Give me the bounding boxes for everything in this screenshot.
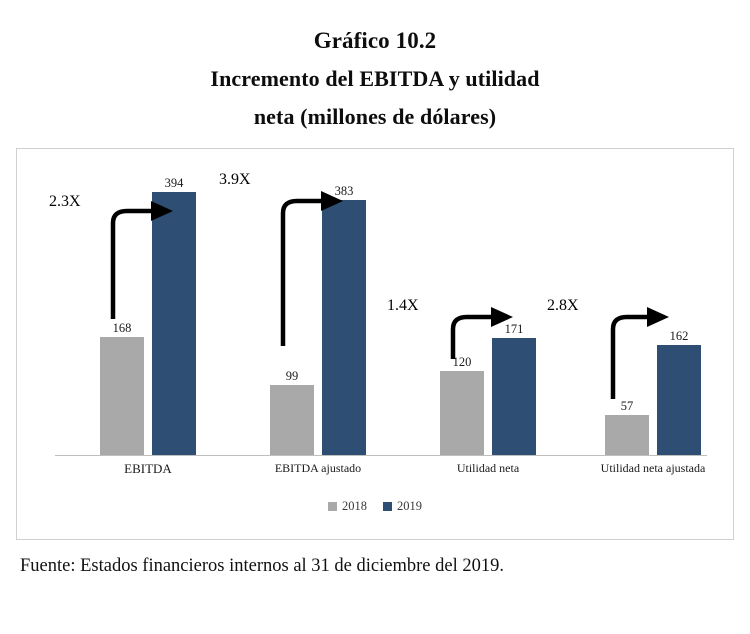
bar-value-label: 99 [285, 368, 299, 383]
growth-arrow-utilidad-neta-ajustada-icon [603, 307, 683, 407]
bar-rect-2018 [605, 415, 649, 455]
category-label-utilidad-neta: Utilidad neta [456, 461, 520, 475]
bar-rect-2018 [100, 337, 144, 455]
title-block [0, 0, 750, 136]
bar-rect-2018 [270, 385, 314, 455]
bar-2018-utilidad-neta-ajustada [605, 149, 649, 455]
x-axis-line [55, 455, 707, 456]
bar-value-label: 120 [452, 354, 472, 369]
bar-group-bars [573, 149, 733, 455]
growth-arrow-ebitda-ajustado-icon [273, 191, 353, 351]
bar-value-label: 162 [669, 328, 689, 343]
chart-title-line-1: Incremento del EBITDA y utilidad [210, 66, 540, 91]
bar-value-label: 171 [504, 321, 524, 336]
chart-number: Gráfico 10.2 [313, 28, 437, 53]
legend-item-2018[interactable] [328, 499, 367, 514]
chart-plot-area [17, 149, 733, 539]
source-note: Fuente: Estados financieros internos al 31 de diciembre del 2019. [20, 556, 504, 576]
bar-value-label: 168 [112, 320, 132, 335]
bar-value-label: 394 [164, 175, 184, 190]
bar-value-label: 57 [620, 398, 634, 413]
bar-2018-utilidad-neta [440, 149, 484, 455]
annotation-utilidad-neta: 1.4X [387, 297, 419, 314]
annotation-ebitda: 2.3X [49, 193, 81, 210]
legend-swatch-icon [328, 502, 337, 511]
legend-swatch-icon [383, 502, 392, 511]
annotation-ebitda-ajustado: 3.9X [219, 171, 251, 188]
category-label-utilidad-neta-ajustada: Utilidad neta ajustada [600, 461, 706, 475]
category-label-ebitda-ajustado: EBITDA ajustado [274, 461, 362, 475]
bar-group-bars [413, 149, 563, 455]
growth-arrow-ebitda-icon [103, 197, 183, 327]
chart-legend [17, 499, 733, 514]
legend-label-2018: 2018 [342, 499, 367, 513]
bar-value-label: 383 [334, 183, 354, 198]
legend-label-2019: 2019 [397, 499, 422, 513]
chart-frame [16, 148, 734, 540]
bar-rect-2018 [440, 371, 484, 455]
growth-arrow-utilidad-neta-icon [443, 307, 523, 367]
category-label-ebitda: EBITDA [124, 461, 172, 476]
bar-2019-utilidad-neta-ajustada [657, 149, 701, 455]
bar-2019-utilidad-neta [492, 149, 536, 455]
annotation-utilidad-neta-ajustada: 2.8X [547, 297, 579, 314]
legend-item-2019[interactable] [383, 499, 422, 514]
chart-title-line-2: neta (millones de dólares) [253, 104, 497, 129]
bar-group-utilidad-neta-ajustada [573, 149, 733, 475]
bar-group-utilidad-neta [413, 149, 563, 475]
